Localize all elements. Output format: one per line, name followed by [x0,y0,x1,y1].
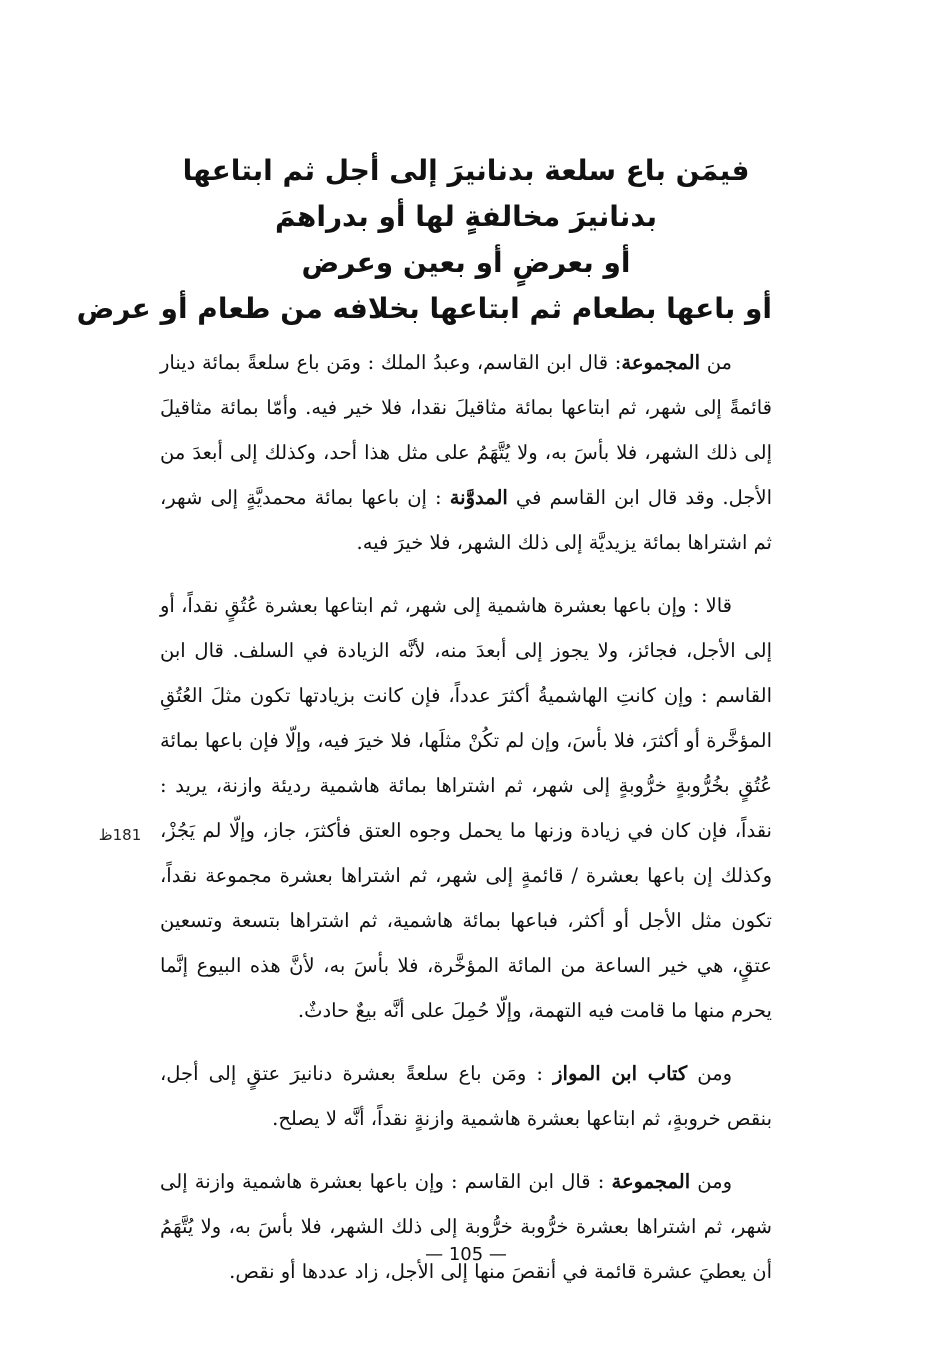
source-name: المدوَّنة [449,486,508,509]
paragraph-prefix: ومن [690,1170,733,1193]
paragraph [160,583,772,1033]
source-name: المجموعة [621,351,701,374]
title-line: أو باعها بطعام ثم ابتاعها بخلافه من طعام أو عرض [76,292,772,325]
body-text [160,340,772,1312]
source-name: كتاب ابن المواز [553,1062,688,1085]
source-name: المجموعة [611,1170,691,1193]
title-line: بدنانيرَ مخالفةٍ لها أو بدراهمَ [274,200,658,233]
paragraph-text: : إن باعها بمائة محمديَّةٍ إلى شهر، ثم اشتراها بمائة يزيديَّة إلى ذلك الشهر، فلا خيرَ فيه. [160,486,772,554]
paragraph [160,1051,772,1141]
paragraph-prefix: ومن [687,1062,733,1085]
paragraph-text: : قال ابن القاسم، وعبدُ الملك : ومَن باع سلعةً بمائة دينار قائمةً إلى شهر، ثم ابتاعها بمائة مثاقيلَ نقدا، فلا خير فيه. وأمّا بمائة مثاقيلَ إلى ذلك الشهر، فلا بأسَ به، ولا يُتَّهَمُ على مثل هذا أحد، وكذلك إلى أبعدَ من الأجل. وقد قال ابن القاسم في [160,351,772,509]
manuscript-folio-note: 181ظ [98,826,142,844]
paragraph [160,1159,772,1294]
paragraph [160,340,772,565]
chapter-title [76,148,772,332]
paragraph-text: : ومَن باع سلعةً بعشرة دنانيرَ عتقٍ إلى أجل، بنقص خروبةٍ، ثم ابتاعها بعشرة هاشمية وازنةٍ نقداً، أنَّه لا يصلح. [160,1062,772,1130]
title-line: أو بعرضٍ أو بعين وعرض [301,246,631,279]
paragraph-text: : قال ابن القاسم : وإن باعها بعشرة هاشمية وازنة إلى شهر، ثم اشتراها بعشرة خرُّوبة خرُّوبة إلى ذلك الشهر، فلا بأسَ به، ولا يُتَّهَمُ أن يعطيَ عشرة قائمة في أنقصَ منها إلى الأجل، زاد عددها أو نقص. [160,1170,772,1283]
title-line: فيمَن باع سلعة بدنانيرَ إلى أجل ثم ابتاعها [182,154,750,187]
paragraph-text: قالا : وإن باعها بعشرة هاشمية إلى شهر، ثم ابتاعها بعشرة عُتُقٍ نقداً، أو إلى الأجل، فجائز، ولا يجوز إلى أبعدَ منه، لأنَّه الزيادة في السلف. قال ابن القاسم : وإن كانتِ الهاشميةُ أكثرَ عدداً، فإن كانت بزيادتها تكون مثلَ العُتُقِ المؤخَّرة أو أكثرَ، فلا بأسَ، وإن لم تكُنْ مثلَها، فلا خيرَ فيه، وإلّا فإن باعها بمائة عُتُقٍ بخُرُّوبةٍ خرُّوبةٍ إلى شهر، ثم اشتراها بمائة هاشمية رديئة وازنة، يريد : نقداً، فإن كان في زيادة وزنها ما يحمل وجوه العتق فأكثرَ، جاز، وإلّا لم يَجُزْ، وكذلك إن باعها بعشرة / قائمةٍ إلى شهر، ثم اشتراها بعشرة مجموعة نقداً، تكون مثل الأجل أو أكثر، فباعها بمائة هاشمية، ثم اشتراها بتسعة وتسعين عتقٍ، هي خير الساعة من المائة المؤخَّرة، فلا بأسَ به، لأنَّ هذه البيوع إنَّما يحرم منها ما قامت فيه التهمة، وإلّا حُمِلَ على أنَّه بيعٌ حادثٌ. [160,594,772,1022]
page-number: — 105 — [425,1244,507,1265]
paragraph-prefix: من [700,351,732,374]
